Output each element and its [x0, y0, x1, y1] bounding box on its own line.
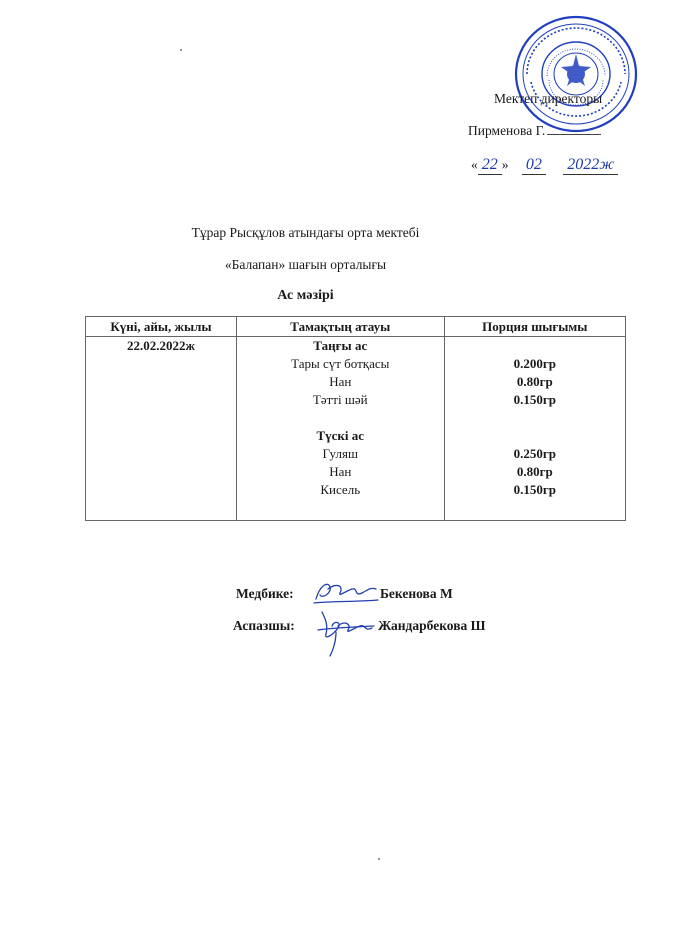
column-header-dish: Тамақтың атауы [236, 317, 444, 337]
approval-date [471, 156, 618, 175]
aspazshy-name: Жандарбекова Ш [378, 618, 486, 633]
dishes-cell [236, 337, 444, 521]
aspazshy-label: Аспазшы: [233, 618, 295, 633]
dish-item: Нан [329, 464, 352, 479]
aspazshy-signature [312, 606, 378, 658]
date-day: 22 [478, 156, 502, 175]
menu-title: Ас мәзірі [277, 288, 334, 303]
meal-name-breakfast: Таңғы ас [313, 338, 368, 353]
dish-item: Кисель [320, 482, 361, 497]
dish-item: Нан [329, 374, 352, 389]
medbike-label: Медбике: [236, 586, 294, 601]
medbike-signature [310, 575, 382, 609]
date-cell [86, 337, 237, 521]
approval-title: Мектеп директоры [494, 91, 603, 106]
approval-name: Пирменова Г. [468, 123, 546, 138]
date-open-quote: « [471, 157, 478, 172]
column-header-portion: Порция шығымы [444, 317, 625, 337]
date-close-quote: » [501, 157, 509, 172]
column-header-date: Күні, айы, жылы [86, 317, 237, 337]
scan-speck [378, 858, 380, 860]
portion-item: 0.80гр [516, 374, 553, 389]
approval-name-line [468, 123, 601, 139]
menu-table [85, 316, 626, 521]
table-row [86, 337, 626, 521]
dish-item: Тары сүт ботқасы [291, 356, 390, 371]
portion-item: 0.200гр [513, 356, 556, 371]
portion-item: 0.150гр [513, 482, 556, 497]
school-title: Тұрар Рысқұлов атындағы орта мектебі [191, 225, 420, 240]
portion-item: 0.250гр [513, 446, 556, 461]
scan-speck [180, 49, 182, 51]
menu-date: 22.02.2022ж [127, 338, 195, 353]
portion-item: 0.150гр [513, 392, 556, 407]
dish-item: Гуляш [322, 446, 358, 461]
center-title: «Балапан» шағын орталығы [224, 257, 387, 272]
medbike-name: Бекенова М [380, 586, 453, 601]
date-year: 2022ж [563, 156, 618, 175]
signature-underline [547, 124, 601, 135]
table-header-row [86, 317, 626, 337]
meal-name-lunch: Түскі ас [316, 428, 365, 443]
portions-cell [444, 337, 625, 521]
portion-item: 0.80гр [516, 464, 553, 479]
date-month: 02 [522, 156, 546, 175]
official-stamp [513, 14, 639, 134]
dish-item: Тәтті шәй [312, 392, 368, 407]
